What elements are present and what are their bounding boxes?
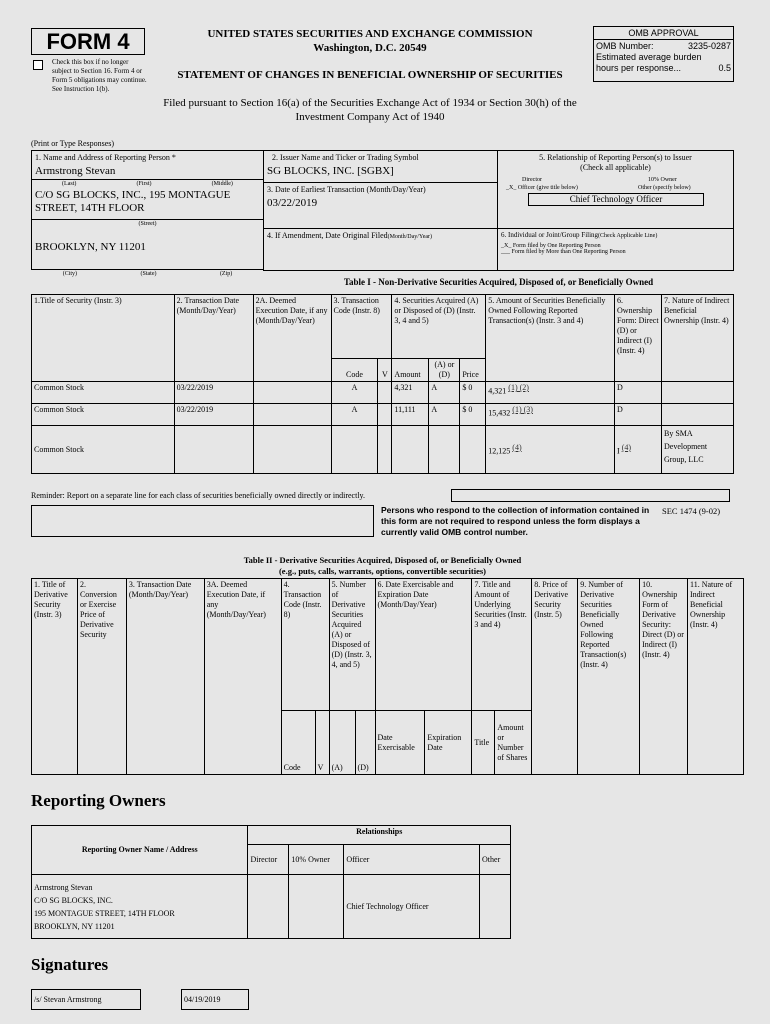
table2-title: Table II - Derivative Securities Acquired, Disposed of, or Beneficially Owned <box>243 555 522 565</box>
table1 <box>31 294 734 474</box>
t1-r1-code: A <box>331 404 378 426</box>
officer-option[interactable]: _X_ Officer (give title below) <box>506 185 578 191</box>
middle-label: (Middle) <box>211 181 233 187</box>
box2-label: 2. Issuer Name and Ticker or Trading Symbol <box>272 153 419 162</box>
t1-code: Code <box>331 359 378 382</box>
t1-r0-date: 03/22/2019 <box>174 382 253 404</box>
t1-v: V <box>378 359 392 382</box>
other-option[interactable]: Other (specify below) <box>638 185 691 191</box>
footnote-link[interactable]: (1) (3) <box>512 405 533 414</box>
omb-hours-label: hours per response... <box>596 63 682 73</box>
t1-r2-form: I <box>617 446 620 456</box>
t2-h9: 9. Number of Derivative Securities Beneficially Owned Following Reported Transaction(s) (Instr. 4) <box>578 579 640 775</box>
t1-h2: 2. Transaction Date (Month/Day/Year) <box>174 295 253 382</box>
omb-hours: 0.5 <box>718 63 731 73</box>
t1-r0-nature <box>661 382 733 404</box>
t1-r1-owned: 15,432 <box>488 408 511 418</box>
form-title: FORM 4 <box>31 28 145 55</box>
t2-expiration: Expiration Date <box>425 711 472 775</box>
table1-title: Table I - Non-Derivative Securities Acquired, Disposed of, or Beneficially Owned <box>343 277 654 287</box>
state-label: (State) <box>140 271 157 277</box>
t2-h11: 11. Nature of Indirect Beneficial Ownership (Instr. 4) <box>688 579 744 775</box>
director-option[interactable]: Director <box>522 177 542 183</box>
t1-r1-nature <box>661 404 733 426</box>
relationship-box <box>497 150 734 229</box>
last-label: (Last) <box>62 181 77 187</box>
ten-percent-header: 10% Owner <box>289 845 344 875</box>
t2-h10: 10. Ownership Form of Derivative Security: Direct (D) or Indirect (I) (Instr. 4) <box>640 579 688 775</box>
box6-label: 6. Individual or Joint/Group Filing(Check Applicable Line) <box>501 231 658 239</box>
city-label: (City) <box>62 271 78 277</box>
t2-v: V <box>315 711 329 775</box>
agency-name: UNITED STATES SECURITIES AND EXCHANGE COMMISSION <box>207 28 533 40</box>
agency-city: Washington, D.C. 20549 <box>313 42 427 54</box>
t1-h7: 7. Nature of Indirect Beneficial Ownership (Instr. 4) <box>661 295 733 382</box>
box4-label: 4. If Amendment, Date Original Filed(Month/Day/Year) <box>267 231 433 240</box>
persons-notice: Persons who respond to the collection of information contained in this form are not required to respond unless the form displays a currently valid OMB control number. <box>381 505 650 537</box>
t1-r1-amount: 11,111 <box>392 404 429 426</box>
table2 <box>31 578 744 775</box>
print-type: (Print or Type Responses) <box>31 139 115 148</box>
t1-r0-title: Common Stock <box>32 382 175 404</box>
footnote-link[interactable]: (4) <box>621 442 632 452</box>
street-label: (Street) <box>32 219 263 227</box>
footnote-link[interactable]: (1) (2) <box>508 383 529 392</box>
t1-r0-owned: 4,321 <box>488 386 507 396</box>
t1-r0-code: A <box>331 382 378 404</box>
t1-r1-form: D <box>615 404 662 426</box>
reporting-person-name: Armstrong Stevan <box>35 165 116 177</box>
filed-pursuant: Filed pursuant to Section 16(a) of the Securities Exchange Act of 1934 or Section 30(h) of the Investment Company Act of 1940 <box>163 97 577 123</box>
omb-title: OMB APPROVAL <box>594 27 733 40</box>
reporting-person-address: C/O SG BLOCKS, INC., 195 MONTAGUE STREET, 14TH FLOOR <box>35 189 231 214</box>
table2-subtitle: (e.g., puts, calls, warrants, options, convertible securities) <box>278 566 487 576</box>
other-header: Other <box>480 845 511 875</box>
issuer-name: SG BLOCKS, INC. [SGBX] <box>267 165 394 177</box>
table-row <box>32 426 734 474</box>
t1-r0-ad: A <box>429 382 460 404</box>
box3-label: 3. Date of Earliest Transaction (Month/Day/Year) <box>267 185 426 194</box>
earliest-date: 03/22/2019 <box>267 197 318 209</box>
t1-h6: 6. Ownership Form: Direct (D) or Indirect (I) (Instr. 4) <box>615 295 662 382</box>
first-label: (First) <box>136 181 152 187</box>
omb-number: 3235-0287 <box>687 41 731 51</box>
reporting-person-city: BROOKLYN, NY 11201 <box>35 241 146 253</box>
table-row <box>32 875 511 939</box>
omb-burden: Estimated average burden <box>596 52 702 62</box>
reporting-person-box <box>31 150 264 270</box>
t1-r0-price: $ 0 <box>460 382 486 404</box>
issuer-box <box>263 150 498 183</box>
t2-code: Code <box>281 711 315 775</box>
persons-field <box>31 505 374 537</box>
t1-r2-title: Common Stock <box>32 426 175 474</box>
t1-amount: Amount <box>392 359 429 382</box>
t1-r1-date: 03/22/2019 <box>174 404 253 426</box>
box5-sub: (Check all applicable) <box>580 163 651 172</box>
t2-h4: 4. Transaction Code (Instr. 8) <box>281 579 329 711</box>
t2-h8: 8. Price of Derivative Security (Instr. 5) <box>532 579 578 775</box>
t1-h2a: 2A. Deemed Execution Date, if any (Month/Day/Year) <box>253 295 331 382</box>
t2-title: Title <box>472 711 495 775</box>
t1-h4: 4. Securities Acquired (A) or Disposed of (D) (Instr. 3, 4 and 5) <box>392 295 486 359</box>
filing-option-more[interactable]: ___ Form filed by More than One Reporting Person <box>501 249 626 255</box>
signatures-table <box>31 989 249 1010</box>
t1-h5: 5. Amount of Securities Beneficially Owned Following Reported Transaction(s) (Instr. 3 and 4) <box>486 295 615 382</box>
t1-h3: 3. Transaction Code (Instr. 8) <box>331 295 392 359</box>
t2-h7: 7. Title and Amount of Underlying Securities (Instr. 3 and 4) <box>472 579 532 711</box>
box1-label: 1. Name and Address of Reporting Person * <box>35 153 176 162</box>
officer-header: Officer <box>344 845 480 875</box>
omb-approval-box <box>593 26 734 82</box>
no-longer-subject-checkbox[interactable] <box>33 60 43 70</box>
checkbox-instructions: Check this box if no longer subject to Section 16. Form 4 or Form 5 obligations may continue. See Instruction 1(b). <box>52 58 147 93</box>
t1-h1: 1.Title of Security (Instr. 3) <box>32 295 175 382</box>
box5-label: 5. Relationship of Reporting Person(s) to Issuer <box>539 153 692 162</box>
t1-r2-owned: 12,125 <box>488 446 511 456</box>
t1-aord: (A) or (D) <box>429 359 460 382</box>
t2-h5: 5. Number of Derivative Securities Acquired (A) or Disposed of (D) (Instr. 3, 4, and 5) <box>329 579 375 711</box>
t1-r2-nature: By SMA Development Group, LLC <box>661 426 733 474</box>
reminder-field <box>451 489 730 502</box>
earliest-date-box <box>263 182 498 229</box>
owner-address: Armstrong Stevan C/O SG BLOCKS, INC. 195 MONTAGUE STREET, 14TH FLOOR BROOKLYN, NY 11201 <box>32 875 248 939</box>
t1-r1-title: Common Stock <box>32 404 175 426</box>
t1-r1-ad: A <box>429 404 460 426</box>
sec-number: SEC 1474 (9-02) <box>662 506 721 516</box>
omb-number-label: OMB Number: <box>596 41 654 51</box>
reporting-owners-heading: Reporting Owners <box>31 791 166 810</box>
t2-a: (A) <box>329 711 355 775</box>
table-row <box>32 404 734 426</box>
signatures-heading: Signatures <box>31 955 109 974</box>
t1-price: Price <box>460 359 486 382</box>
owner-name-header: Reporting Owner Name / Address <box>32 826 248 875</box>
t2-date-exercisable: Date Exercisable <box>375 711 425 775</box>
t1-r0-amount: 4,321 <box>392 382 429 404</box>
t2-h1: 1. Title of Derivative Security (Instr. 3) <box>32 579 78 775</box>
t1-r0-form: D <box>615 382 662 404</box>
director-header: Director <box>248 845 289 875</box>
statement-title: STATEMENT OF CHANGES IN BENEFICIAL OWNERSHIP OF SECURITIES <box>177 69 563 81</box>
t2-d: (D) <box>355 711 375 775</box>
amendment-box <box>263 228 498 271</box>
signature-date: 04/19/2019 <box>182 990 249 1010</box>
t1-r1-price: $ 0 <box>460 404 486 426</box>
filing-box <box>497 228 734 271</box>
footnote-link[interactable]: (4) <box>512 442 522 452</box>
zip-label: (Zip) <box>219 271 233 277</box>
signature-name: /s/ Stevan Armstrong <box>32 990 141 1010</box>
t2-h3: 3. Transaction Date (Month/Day/Year) <box>126 579 204 775</box>
relationships-header: Relationships <box>248 826 511 845</box>
ten-percent-option[interactable]: 10% Owner <box>648 177 677 183</box>
reminder-text: Reminder: Report on a separate line for each class of securities beneficially owned directly or indirectly. <box>31 491 366 500</box>
t2-h2: 2. Conversion or Exercise Price of Derivative Security <box>77 579 126 775</box>
t2-amount: Amount or Number of Shares <box>495 711 532 775</box>
officer-title: Chief Technology Officer <box>528 193 704 206</box>
t2-h3a: 3A. Deemed Execution Date, if any (Month/Day/Year) <box>204 579 281 775</box>
table-row <box>32 382 734 404</box>
t2-h6: 6. Date Exercisable and Expiration Date (Month/Day/Year) <box>375 579 472 711</box>
filing-option-one[interactable]: _X_ Form filed by One Reporting Person <box>501 243 601 249</box>
owners-table <box>31 825 511 939</box>
owner-officer-title: Chief Technology Officer <box>344 875 480 939</box>
